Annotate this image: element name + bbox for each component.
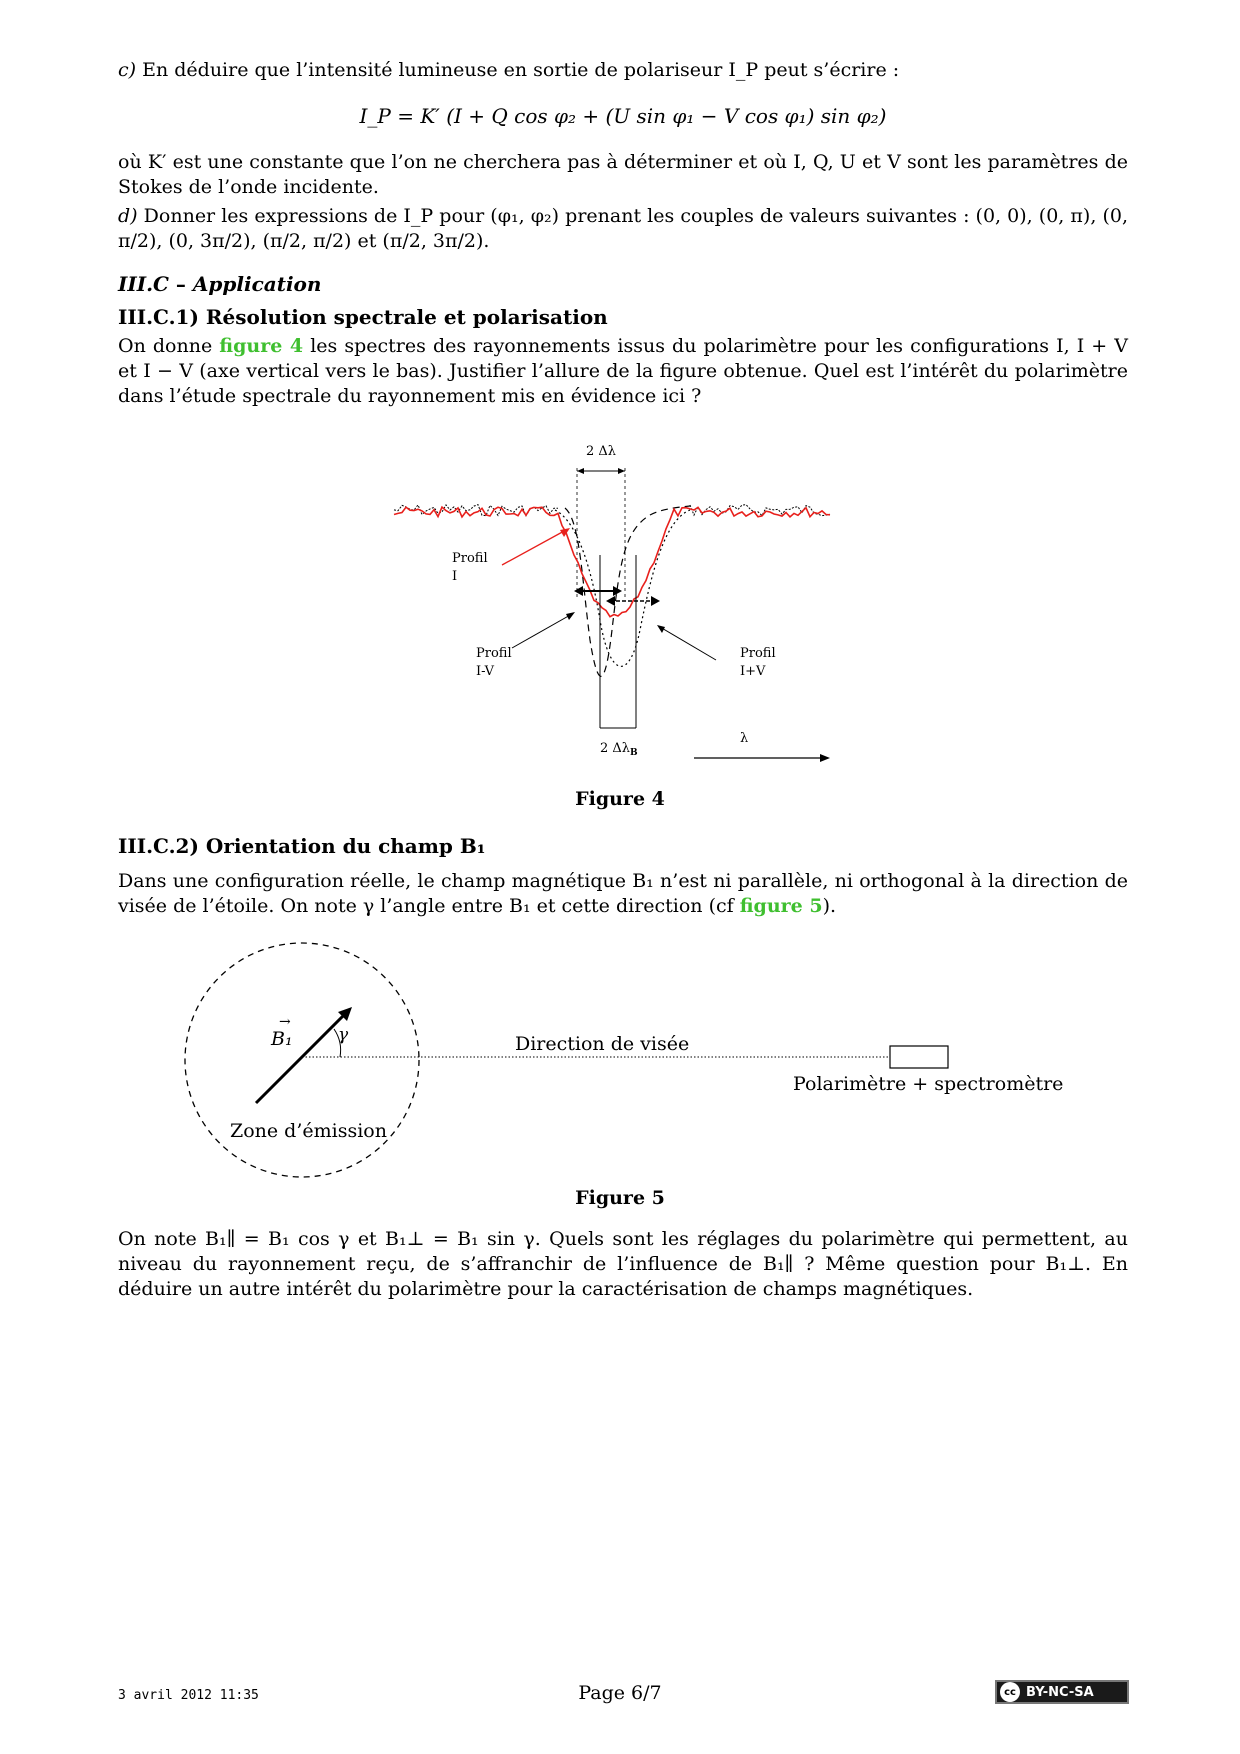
label-2dlb: 2 $\Delta\lambda_B$	[600, 741, 638, 758]
label-profil-ipv-2: I+V	[740, 664, 766, 679]
figure-4-caption: Figure 4	[575, 788, 665, 810]
figure-5-caption: Figure 5	[575, 1187, 665, 1209]
c1-text-after: les spectres des rayonnements issus du polarimètre pour les configurations I, I + V et I − V (axe vertical vers le bas). Justifier l’allure de la figure obtenue. Quel est l’intérêt du polarimètre dans l’étude spectrale du rayonnement mis en évidence ici ?	[118, 335, 1128, 407]
figure-5	[0, 920, 1240, 1180]
intensity-equation: I_P = K′ (I + Q cos φ₂ + (U sin φ₁ − V cos φ₁) sin φ₂)	[359, 104, 887, 128]
subsection-c2-title: III.C.2) Orientation du champ B₁	[118, 834, 486, 858]
part-c-label: c)	[118, 59, 137, 81]
part-c-text: En déduire que l’intensité lumineuse en sortie de polariseur I_P peut s’écrire :	[142, 59, 900, 81]
label-profil-i-2: I	[452, 569, 458, 584]
section-dash: –	[175, 272, 186, 296]
pointer-profil-i	[502, 530, 566, 565]
section-title: Application	[192, 272, 322, 296]
final-paragraph: On note B₁∥ = B₁ cos γ et B₁⊥ = B₁ sin γ. Quels sont les réglages du polarimètre qui permettent, au niveau du rayonnement reçu, de s’affranchir de l’influence de B₁∥ ? Même question pour B₁⊥. En déduire un autre intérêt du polarimètre pour la caractérisation de champs magnétiques.	[118, 1228, 1128, 1300]
figure-4-link[interactable]: figure 4	[219, 335, 304, 357]
part-d-text: Donner les expressions de I_P pour (φ₁, φ₂) prenant les couples de valeurs suivantes : (0, 0), (0, π), (0, π/2), (0, 3π/2), (π/2, π/2) et (π/2, 3π/2).	[118, 205, 1128, 252]
instrument-label: Polarimètre + spectromètre	[793, 1073, 1064, 1095]
b1-label: B₁	[271, 1028, 293, 1050]
page-number: Page 6/7	[578, 1682, 662, 1704]
label-profil-ipv-1: Profil	[740, 646, 776, 661]
c2-text-before: Dans une configuration réelle, le champ magnétique B₁ n’est ni parallèle, ni orthogonal à la direction de visée de l’étoile. On note γ l’angle entre B₁ et cette direction (cf	[118, 870, 1128, 917]
part-c-after: où K′ est une constante que l’on ne cherchera pas à déterminer et où I, Q, U et V sont les paramètres de Stokes de l’onde incidente.	[118, 151, 1128, 198]
zone-label: Zone d’émission	[230, 1120, 387, 1142]
figure-5-link[interactable]: figure 5	[739, 895, 823, 917]
lambda-label: λ	[740, 731, 749, 746]
license-text: BY-NC-SA	[1026, 1684, 1094, 1700]
pointer-profil-ipv	[660, 627, 716, 660]
b1-vec-arrow: →	[279, 1014, 291, 1030]
gamma-label: γ	[338, 1025, 349, 1045]
footer-date: 3 avril 2012 11:35	[118, 1688, 259, 1703]
subsection-c1-title: III.C.1) Résolution spectrale et polarisation	[118, 305, 608, 329]
label-profil-imv-1: Profil	[476, 646, 512, 661]
label-2dl: 2 Δλ	[585, 444, 617, 459]
instrument-box	[890, 1046, 948, 1068]
direction-label: Direction de visée	[515, 1033, 690, 1055]
figure-4	[0, 0, 1240, 790]
b1-vector	[256, 1015, 344, 1103]
profile-i-plus-v	[555, 510, 690, 666]
label-profil-i-1: Profil	[452, 551, 488, 566]
section-number: III.C	[118, 272, 169, 296]
cc-icon: cc	[1000, 1682, 1020, 1702]
label-profil-imv-2: I-V	[476, 664, 494, 679]
c1-text-before: On donne	[118, 335, 220, 357]
part-d-label: d)	[118, 205, 138, 227]
subsection-c2-text	[118, 869, 1128, 919]
pointer-profil-imv	[512, 614, 572, 648]
c2-text-after: ).	[822, 895, 837, 917]
license-badge[interactable]	[995, 1680, 1129, 1704]
